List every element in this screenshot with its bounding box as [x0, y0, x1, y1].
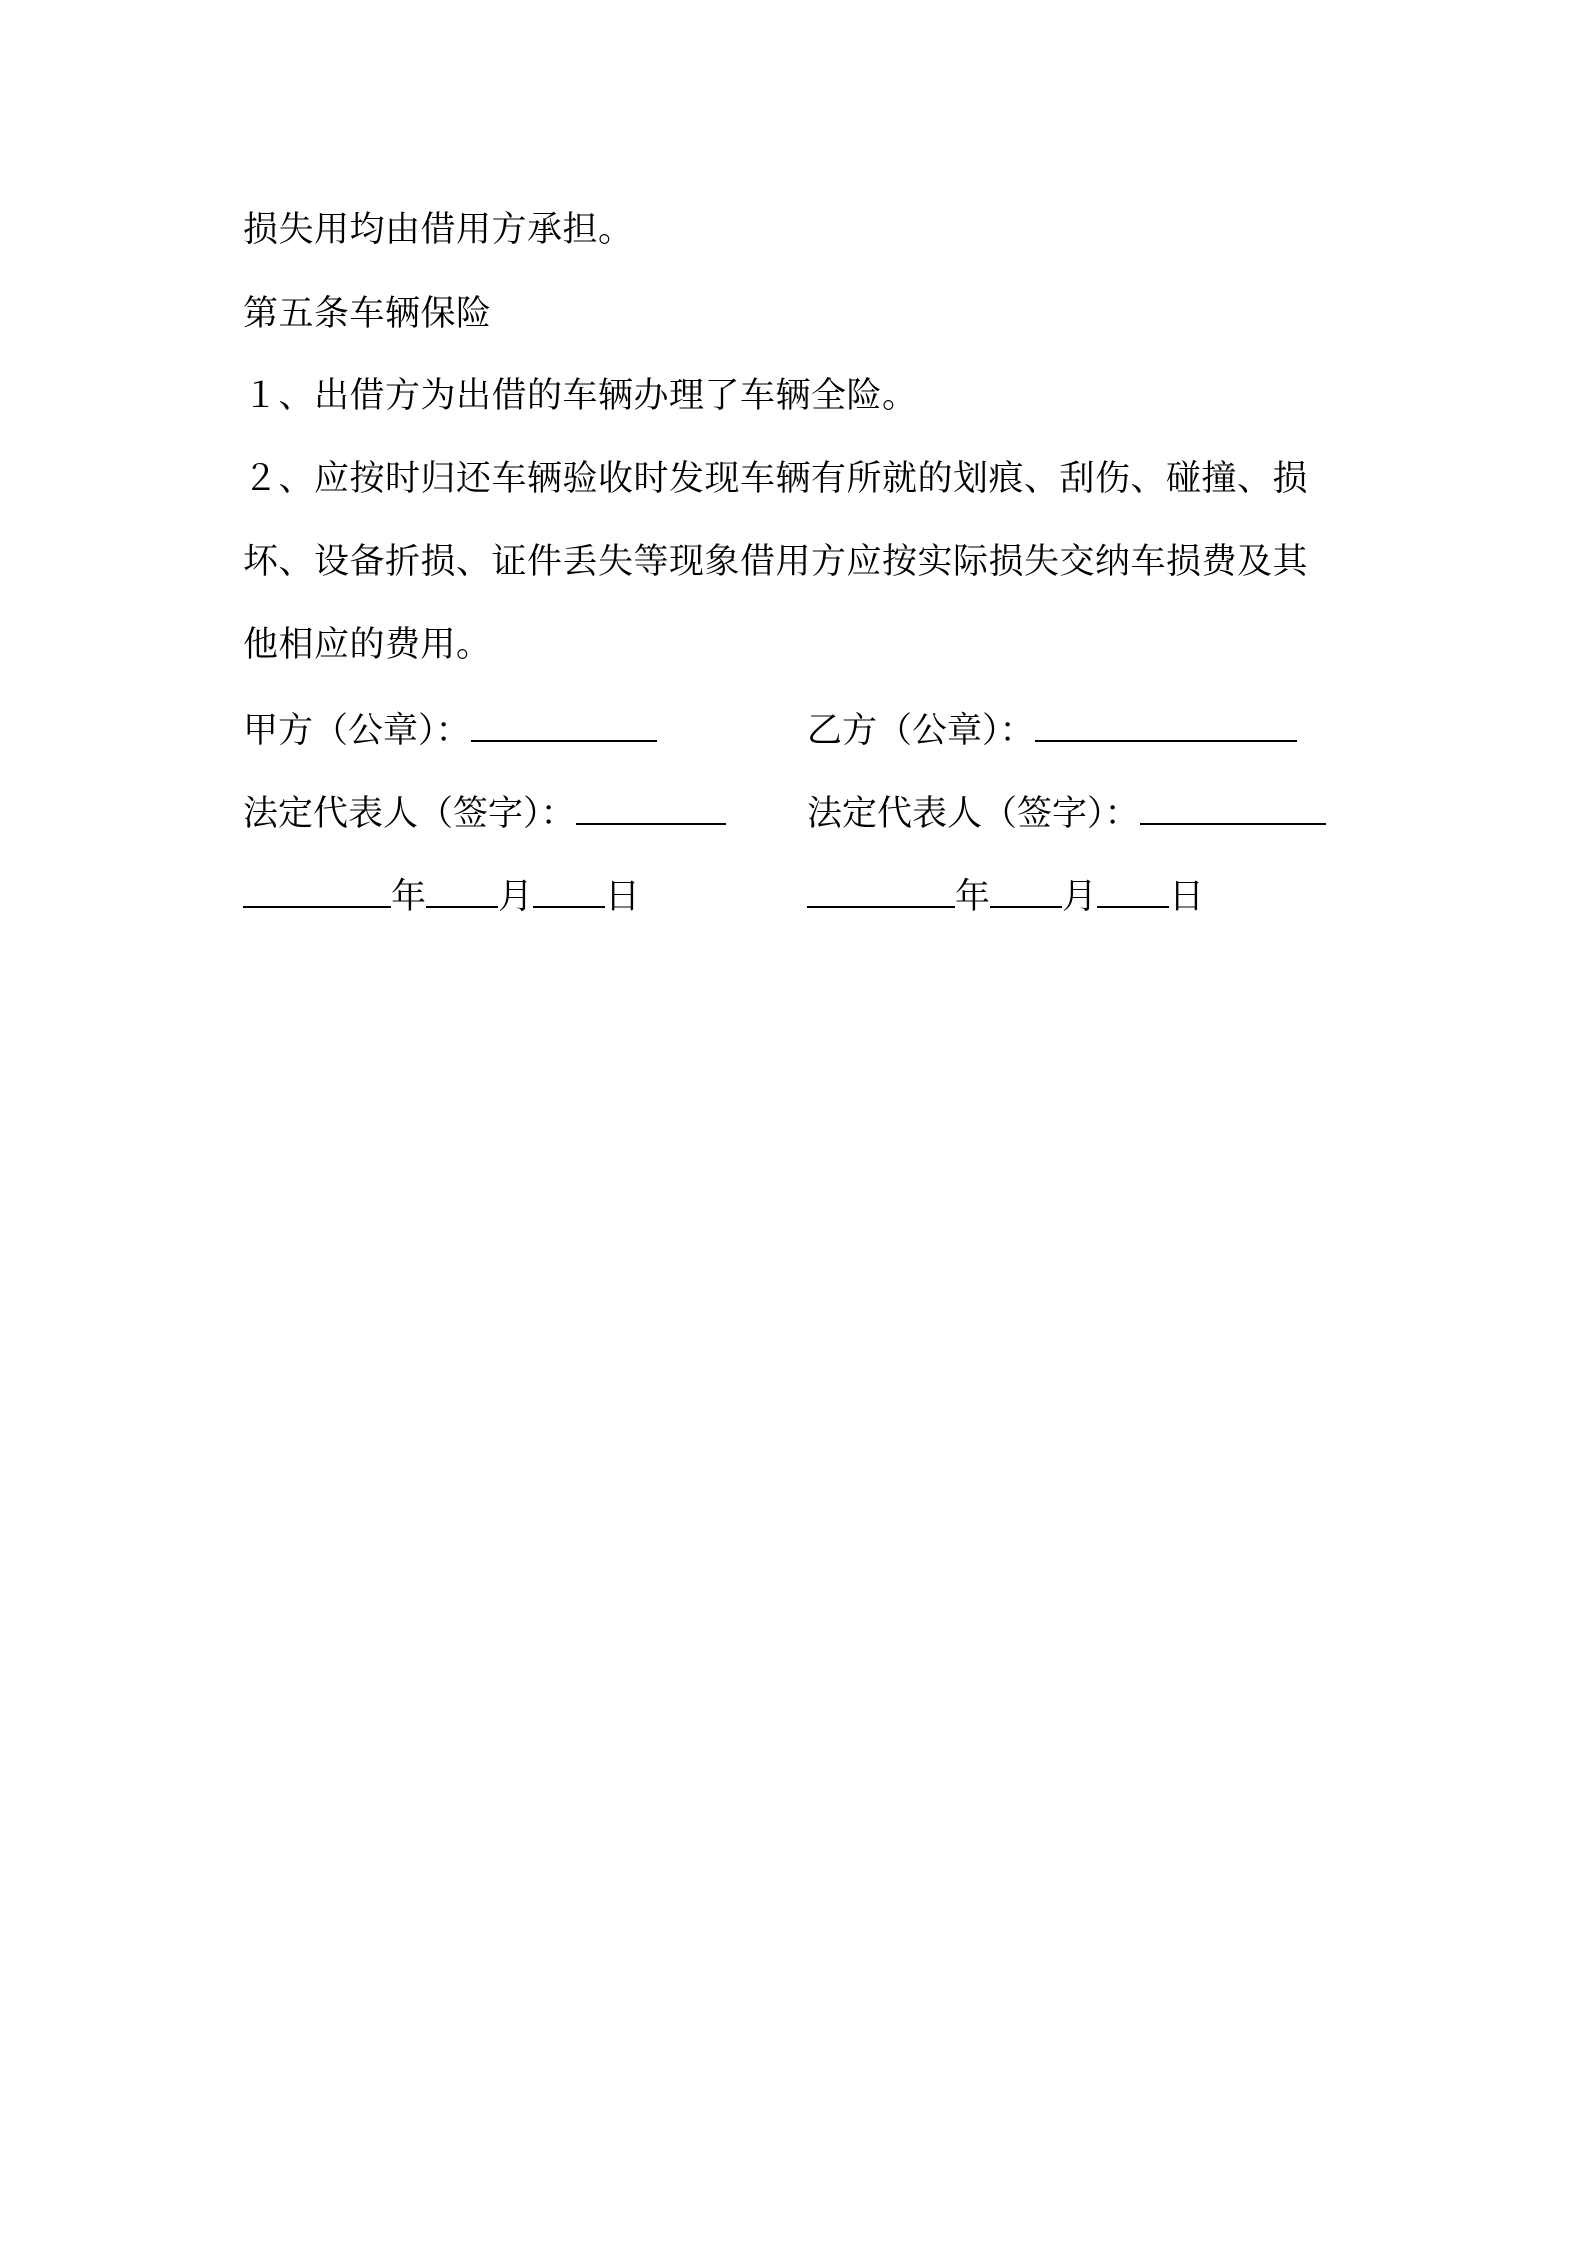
month-label: 月	[498, 877, 534, 917]
rep-a-label: 法定代表人（签字）：	[243, 794, 576, 834]
party-a-seal	[243, 704, 657, 755]
clause-2-line-1: ２、应按时归还车辆验收时发现车辆有所就的划痕、刮伤、碰撞、损	[243, 459, 1309, 499]
party-a-seal-blank	[471, 704, 657, 742]
day-blank	[1097, 870, 1169, 908]
article-heading: 第五条车辆保险	[243, 294, 492, 334]
month-label: 月	[1062, 877, 1098, 917]
year-label: 年	[955, 877, 991, 917]
rep-b-label: 法定代表人（签字）：	[807, 794, 1140, 834]
party-a-label: 甲方（公章）：	[243, 711, 471, 751]
party-b-seal	[807, 704, 1297, 755]
paragraph-1: 损失用均由借用方承担。	[243, 210, 634, 250]
clause-1: １、出借方为出借的车辆办理了车辆全险。	[243, 376, 918, 416]
rep-b-blank	[1140, 787, 1326, 825]
party-b-label: 乙方（公章）：	[807, 711, 1035, 751]
year-label: 年	[391, 877, 427, 917]
month-blank	[426, 870, 498, 908]
clause-2-line-3: 他相应的费用。	[243, 625, 492, 665]
day-label: 日	[605, 877, 641, 917]
party-b-seal-blank	[1035, 704, 1297, 742]
rep-a-blank	[576, 787, 726, 825]
party-a-representative	[243, 787, 726, 838]
year-blank	[243, 870, 391, 908]
month-blank	[990, 870, 1062, 908]
day-blank	[533, 870, 605, 908]
clause-2-line-2: 坏、设备折损、证件丢失等现象借用方应按实际损失交纳车损费及其	[243, 542, 1309, 582]
year-blank	[807, 870, 955, 908]
day-label: 日	[1169, 877, 1205, 917]
party-b-representative	[807, 787, 1326, 838]
party-a-date	[243, 870, 640, 921]
party-b-date	[807, 870, 1204, 921]
